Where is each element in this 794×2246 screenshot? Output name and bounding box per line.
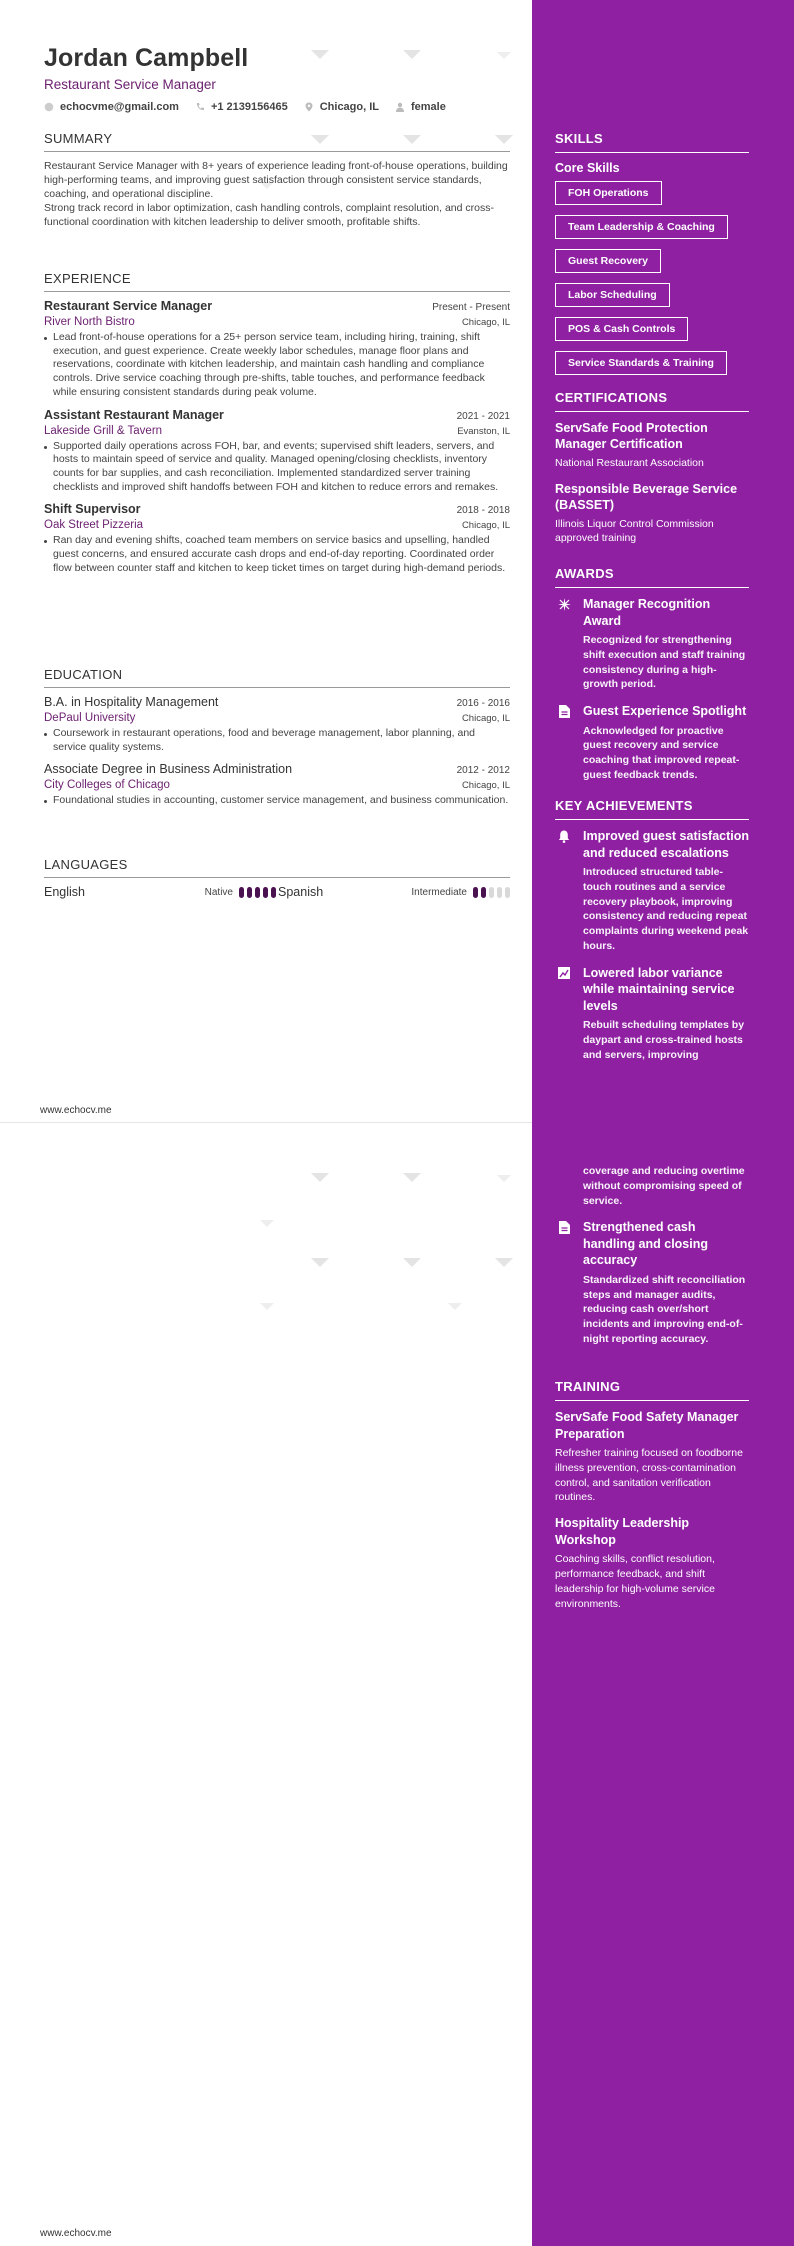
section-title: SKILLS [555, 131, 749, 153]
school-name: City Colleges of Chicago [44, 779, 170, 792]
achievement-item [555, 828, 749, 954]
decorative-chevron [260, 1220, 274, 1227]
at-icon [44, 102, 54, 112]
education-bullet: Foundational studies in accounting, customer service management, and business communication. [44, 794, 510, 808]
achievement-desc: Introduced structured table-touch routines and a service recovery playbook, improving consistency and reducing repeat complaints during weekend peak hours. [583, 866, 749, 952]
award-desc: Recognized for strengthening shift execution and staff training consistency during a high-growth period. [583, 634, 746, 691]
resume-header [44, 44, 510, 113]
education-entry [44, 762, 510, 808]
training-item [555, 1515, 749, 1611]
language-item [44, 885, 276, 899]
certification-item [555, 420, 749, 470]
achievement-desc: Rebuilt scheduling templates by daypart and cross-trained hosts and servers, improving [583, 1019, 745, 1061]
decorative-chevron [403, 1258, 421, 1267]
education-date: 2016 - 2016 [456, 698, 510, 709]
awards-section [555, 566, 749, 783]
summary-section [44, 131, 510, 229]
skill-tag: FOH Operations [555, 181, 662, 205]
award-title: Guest Experience Spotlight [583, 704, 747, 719]
section-title: TRAINING [555, 1379, 749, 1401]
section-title: CERTIFICATIONS [555, 390, 749, 412]
rating-segment [271, 887, 276, 898]
footer-link[interactable]: www.echocv.me [40, 2228, 112, 2239]
achievement-title: Strengthened cash handling and closing accuracy [583, 1220, 708, 1268]
skill-tag: Service Standards & Training [555, 351, 727, 375]
certification-org: Illinois Liquor Control Commission approved training [555, 518, 714, 544]
job-entry [44, 299, 510, 400]
decorative-chevron [311, 1258, 329, 1267]
skills-section [555, 131, 749, 385]
rating-segment [255, 887, 260, 898]
job-date: 2021 - 2021 [456, 410, 510, 422]
job-bullet: Supported daily operations across FOH, bar, and events; supervised shift leaders, servers, and hosts to maintain speed of service and quality. Managed opening/closing checklists, inventory counts for bar supplies, and cash reconciliation. Implemented standardized server training checklists and improved shift handoffs between FOH and kitchen to reduce errors and remakes. [44, 440, 510, 495]
job-location: Evanston, IL [457, 425, 510, 437]
summary-paragraph: Strong track record in labor optimization, cash handling controls, complaint resolution, and cross-functional coordination with kitchen leadership to deliver smooth, profitable shifts. [44, 202, 494, 228]
rating-segment [481, 887, 486, 898]
language-level: Native [204, 886, 233, 898]
language-item [278, 885, 510, 899]
job-company: River North Bistro [44, 316, 135, 328]
job-bullet: Lead front-of-house operations for a 25+ person service team, including hiring, training, shift execution, and guest experience. Create weekly labor schedules, manage floor plans and reservations, coordinate with kitchen leadership, and maintain cash handling and compliance controls. Drive service coaching through pre-shifts, table touches, and performance feedback while ensuring consistent standards during peak volume. [44, 331, 510, 400]
rating-segment [473, 887, 478, 898]
decorative-chevron [260, 1303, 274, 1310]
section-title: KEY ACHIEVEMENTS [555, 798, 749, 820]
education-date: 2012 - 2012 [456, 765, 510, 777]
rating-segment [263, 887, 268, 898]
job-entry [44, 408, 510, 495]
skills-group-title: Core Skills [555, 161, 620, 175]
section-title: LANGUAGES [44, 857, 510, 878]
candidate-title: Restaurant Service Manager [44, 77, 216, 92]
decorative-chevron [495, 1258, 513, 1267]
achievement-item [555, 965, 749, 1063]
achievement-title: Lowered labor variance while maintaining service levels [583, 965, 735, 1013]
certification-org: National Restaurant Association [555, 457, 704, 469]
section-title: SUMMARY [44, 131, 510, 152]
training-item [555, 1409, 749, 1505]
candidate-name: Jordan Campbell [44, 44, 249, 72]
contact-email[interactable] [44, 101, 179, 113]
achievement-item [555, 1164, 749, 1208]
footer-link[interactable]: www.echocv.me [40, 1105, 112, 1116]
job-date: Present - Present [432, 302, 510, 313]
education-section [44, 667, 510, 816]
award-item [555, 596, 749, 692]
rating-segment [505, 887, 510, 898]
location-pin-icon [304, 102, 314, 112]
job-company: Oak Street Pizzeria [44, 519, 144, 532]
rating-segment [239, 887, 244, 898]
award-desc: Acknowledged for proactive guest recovery and service coaching that improved repeat-guest feedback trends. [583, 724, 740, 782]
school-location: Chicago, IL [461, 713, 510, 724]
certifications-section [555, 390, 749, 545]
section-title: EDUCATION [44, 667, 510, 688]
language-rating [473, 887, 510, 898]
location-text: Chicago, IL [319, 101, 379, 113]
person-icon [395, 102, 405, 112]
rating-segment [247, 887, 252, 898]
decorative-chevron [497, 1175, 511, 1182]
award-item [555, 703, 749, 783]
certification-item [555, 481, 749, 545]
contact-row [44, 101, 510, 113]
achievement-desc: coverage and reducing overtime without compromising speed of service. [583, 1165, 745, 1207]
job-role: Restaurant Service Manager [44, 299, 213, 313]
experience-section [44, 271, 510, 583]
achievement-item [555, 1219, 749, 1346]
award-title: Manager Recognition Award [583, 597, 711, 628]
page-divider [0, 1122, 532, 1123]
achievement-desc: Standardized shift reconciliation steps and manager audits, reducing cash over/short incidents and improving end-of-night reporting accuracy. [583, 1273, 746, 1346]
document-icon [555, 703, 573, 783]
training-section [555, 1379, 749, 1611]
school-location: Chicago, IL [461, 780, 510, 792]
contact-phone[interactable] [195, 101, 288, 113]
decorative-chevron [311, 1173, 329, 1182]
achievement-title: Improved guest satisfaction and reduced escalations [583, 829, 750, 860]
training-title: Hospitality Leadership Workshop [555, 1516, 690, 1547]
training-desc: Coaching skills, conflict resolution, performance feedback, and shift leadership for high-volume service environments. [555, 1553, 715, 1610]
email-text: echocvme@gmail.com [60, 101, 179, 113]
section-title: AWARDS [555, 566, 749, 588]
language-name: Spanish [278, 885, 324, 899]
skill-tag: POS & Cash Controls [555, 317, 688, 341]
decorative-chevron [448, 1303, 462, 1310]
training-desc: Refresher training focused on foodborne illness prevention, cross-contamination control, and sanitation verification routines. [555, 1447, 743, 1504]
rating-segment [497, 887, 502, 898]
education-entry [44, 695, 510, 754]
degree-name: B.A. in Hospitality Management [44, 695, 219, 709]
job-bullet: Ran day and evening shifts, coached team members on service basics and upselling, handled guest concerns, and ensured accurate cash drops and end-of-day reporting. Coordinated order flow between counter staff and kitchen to keep ticket times on target during high-demand periods. [44, 534, 510, 575]
phone-text: +1 2139156465 [210, 101, 288, 113]
skill-tag: Labor Scheduling [555, 283, 670, 307]
job-location: Chicago, IL [461, 317, 510, 328]
achievements-continued [555, 1164, 749, 1347]
sparkle-icon [555, 596, 573, 692]
school-name: DePaul University [44, 712, 136, 724]
section-title: EXPERIENCE [44, 271, 510, 292]
contact-location [304, 101, 379, 113]
job-location: Chicago, IL [461, 520, 510, 532]
skill-tag: Guest Recovery [555, 249, 661, 273]
languages-section [44, 857, 510, 899]
certification-name: ServSafe Food Protection Manager Certification [555, 421, 708, 451]
job-date: 2018 - 2018 [456, 505, 510, 517]
chart-icon [555, 965, 573, 1063]
language-level: Intermediate [411, 886, 467, 898]
skill-tag: Team Leadership & Coaching [555, 215, 728, 239]
certification-name: Responsible Beverage Service (BASSET) [555, 482, 738, 512]
degree-name: Associate Degree in Business Administration [44, 762, 293, 777]
training-title: ServSafe Food Safety Manager Preparation [555, 1410, 739, 1441]
job-role: Assistant Restaurant Manager [44, 407, 224, 422]
summary-paragraph: Restaurant Service Manager with 8+ years of experience leading front-of-house operations, building high-performing teams, and improving guest satisfaction through consistent service standards, coaching, and operational discipline. [44, 160, 508, 200]
phone-icon [195, 102, 205, 112]
job-role: Shift Supervisor [44, 502, 141, 517]
language-name: English [44, 885, 85, 899]
bell-icon [555, 828, 573, 954]
document-icon [555, 1219, 573, 1346]
rating-segment [489, 887, 494, 898]
language-rating [239, 887, 276, 898]
achievements-section [555, 798, 749, 1063]
job-entry [44, 502, 510, 575]
education-bullet: Coursework in restaurant operations, food and beverage management, labor planning, and service quality systems. [44, 727, 510, 754]
gender-text: female [411, 101, 446, 113]
job-company: Lakeside Grill & Tavern [44, 424, 163, 437]
decorative-chevron [403, 1173, 421, 1182]
contact-gender [395, 101, 446, 113]
